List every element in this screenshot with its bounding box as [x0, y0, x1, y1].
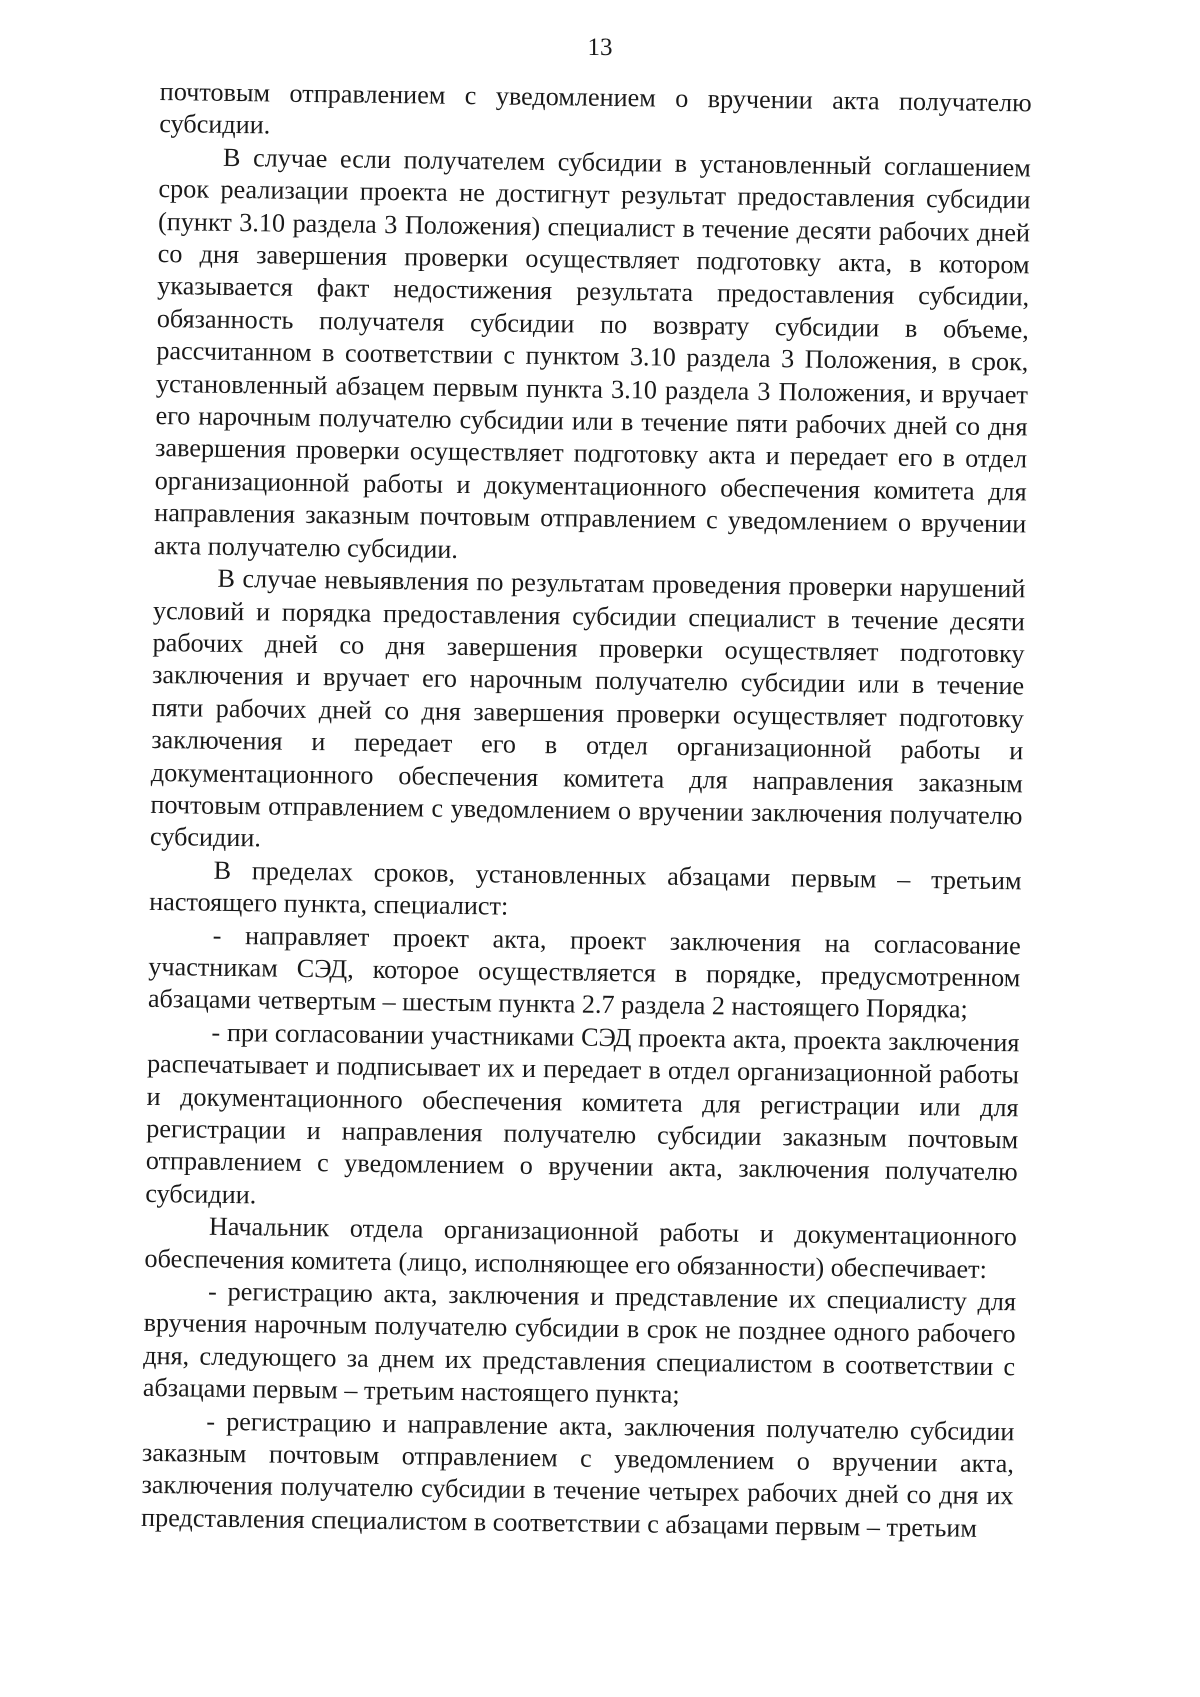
list-item-registration-delivery: - регистрацию акта, заключения и представление их специалисту для вручения нарочным получателю субсидии в срок не позднее одного рабочего дня, следующего за днем их представления специалистом в соответствии с абзацами первым – третьим настоящего пункта; — [142, 1276, 1017, 1410]
paragraph-act-non-achievement: В случае если получателем субсидии в установленный соглашением срок реализации проекта не достигнут результат предоставления субсидии (пункт 3.10 раздела 3 Положения) специалист в течение десяти рабочих дней со дня завершения проверки осуществляет подготовку акта, в котором указывается факт недостижения результата предоставления субсидии, обязанность получателя субсидии по возврату субсидии в объеме, рассчитанном в соответствии с пунктом 3.10 раздела 3 Положения, в срок, установленный абзацем первым пункта 3.10 раздела 3 Положения, и вручает его нарочным получателю субсидии или в течение пяти рабочих дней со дня завершения проверки осуществляет подготовку акта и передает его в отдел организационной работы и документационного обеспечения комитета для направления заказным почтовым отправлением с уведомлением о вручении акта получателю субсидии. — [153, 142, 1032, 564]
paragraph-conclusion-no-violations: В случае невыявления по результатам проведения проверки нарушений условий и порядка предоставления субсидии специалист в течение десяти рабочих дней со дня завершения проверки осуществляет подготовку заключения и вручает его нарочным получателю субсидии или в течение пяти рабочих дней со дня завершения проверки осуществляет подготовку заключения и передает его в отдел организационной работы и документационного обеспечения комитета для направления заказным почтовым отправлением с уведомлением о вручении заключения получателю субсидии. — [149, 563, 1026, 853]
document-body — [141, 76, 1032, 1546]
paragraph-specialist-duties: В пределах сроков, установленных абзацами первым – третьим настоящего пункта, специалист: — [149, 855, 1022, 921]
list-item-print-and-sign: - при согласовании участниками СЭД проекта акта, проекта заключения распечатывает и подписывает их и передает в отдел организационной работы и документационного обеспечения комитета для регистрации или для регистрации и направления получателю субсидии заказным почтовым отправлением с уведомлением о вручении акта, заключения получателю субсидии. — [145, 1017, 1020, 1210]
paragraph-department-head: Начальник отдела организационной работы и документационного обеспечения комитета (лицо, исполняющее его обязанности) обеспечивает: — [144, 1211, 1018, 1284]
list-item-registration-mailing: - регистрацию и направление акта, заключения получателю субсидии заказным почтовым отправлением с уведомлением о вручении акта, заключения получателю субсидии в течение четырех рабочих дней со дня их представления специалистом в соответствии с абзацами первым – третьим — [140, 1406, 1015, 1543]
paragraph-continuation: почтовым отправлением с уведомлением о вручении акта получателю субсидии. — [159, 76, 1032, 140]
list-item-send-for-approval: - направляет проект акта, проект заключения на согласование участникам СЭД, которое осуществляется в порядке, предусмотренном абзацами четвертым – шестым пункта 2.7 раздела 2 настоящего Порядка; — [147, 920, 1021, 1025]
page-number: 13 — [587, 34, 613, 61]
